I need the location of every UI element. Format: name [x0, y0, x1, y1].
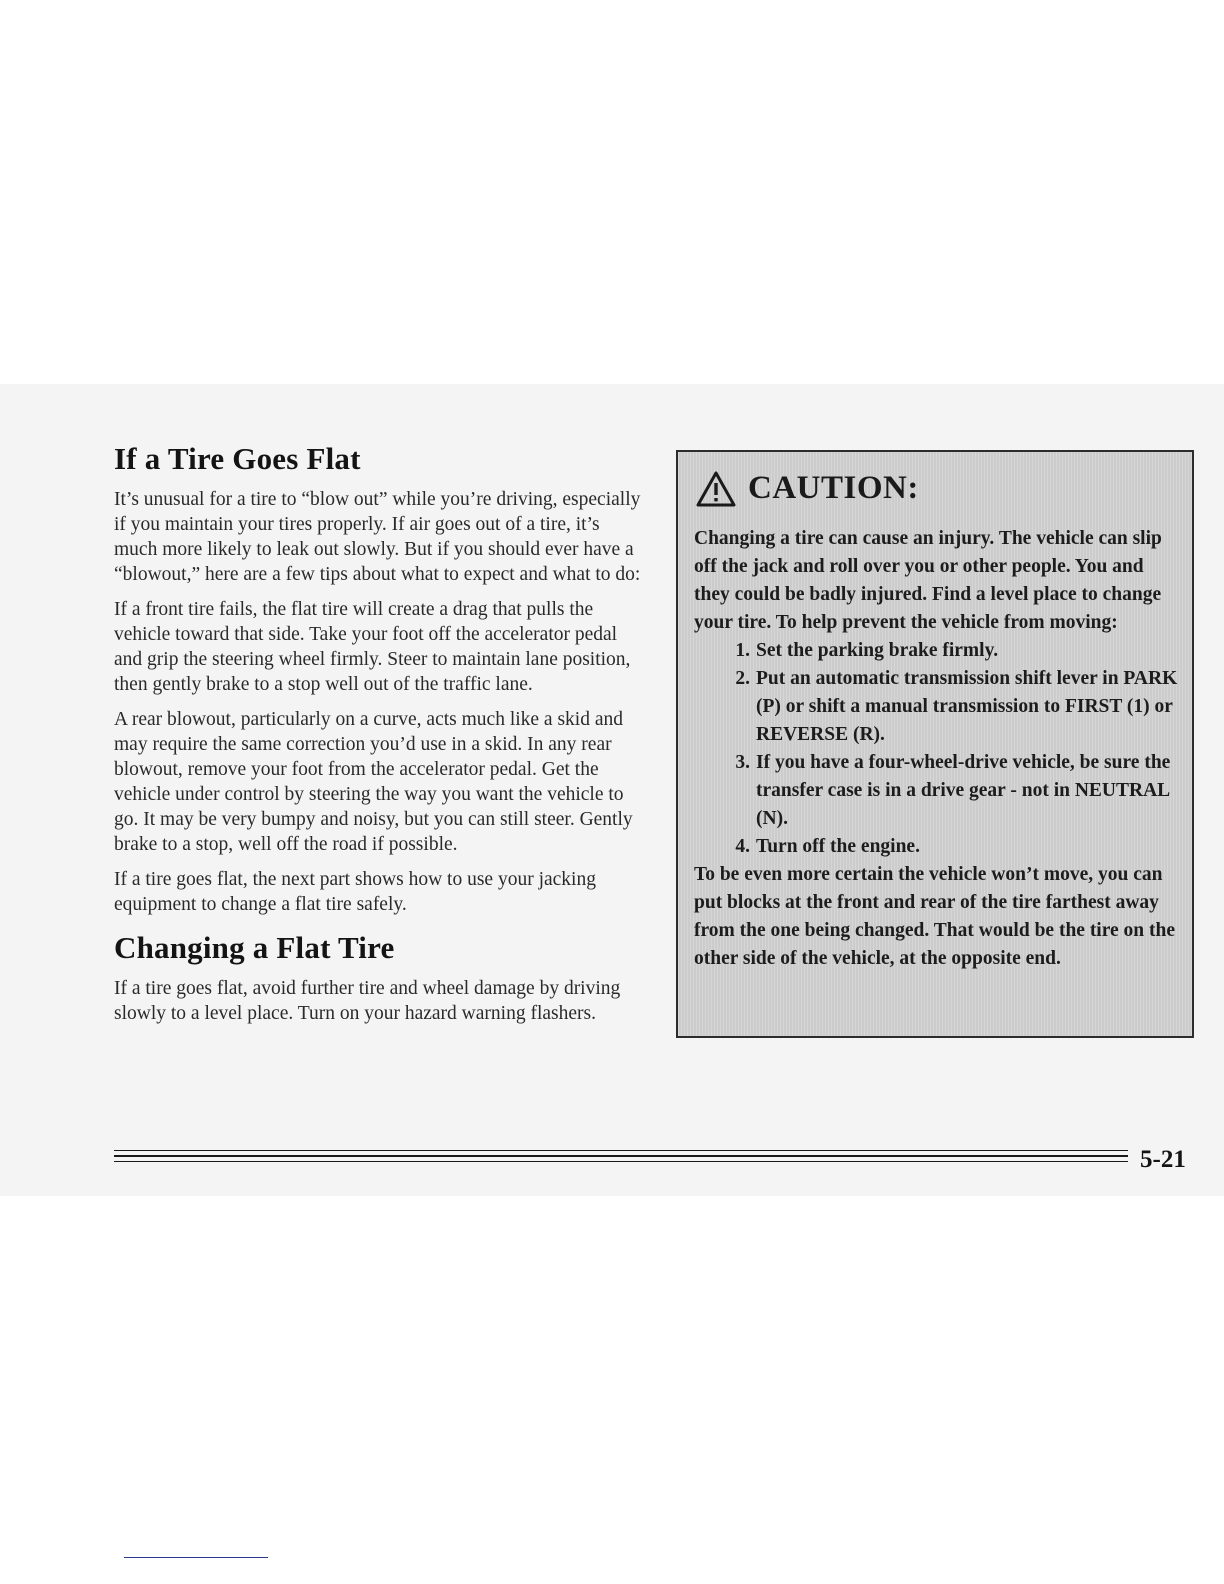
- footer-rule-line: [114, 1150, 1128, 1151]
- footer-rule-line: [114, 1161, 1128, 1162]
- caution-step: [694, 749, 1178, 833]
- bottom-link-line: [124, 1557, 268, 1558]
- step-number: 3.: [735, 752, 750, 773]
- caution-header: [696, 470, 1178, 507]
- caution-step: [694, 637, 1178, 665]
- caution-step: [694, 833, 1178, 861]
- caution-intro: Changing a tire can cause an injury. The vehicle can slip off the jack and roll over you or other people. You and they could be badly injured. Find a level place to change your tire. To help prevent the vehicle from moving:: [694, 528, 1162, 633]
- caution-step: [694, 665, 1178, 749]
- paragraph-rear-blowout: A rear blowout, particularly on a curve, acts much like a skid and may require the same correction you’d use in a skid. In any rear blowout, remove your foot from the accelerator pedal. Get the vehicle under control by steering the way you want the vehicle to go. It may be very bumpy and noisy, but you can still steer. Gently brake to a stop, well off the road if possible.: [114, 708, 633, 855]
- paragraph-next-part: If a tire goes flat, the next part shows how to use your jacking equipment to change a flat tire safely.: [114, 868, 596, 915]
- paragraph-front-tire: If a front tire fails, the flat tire will create a drag that pulls the vehicle toward that side. Take your foot off the accelerator pedal and grip the steering wheel firmly. Steer to maintain lane position, then gently brake to a stop well out of the traffic lane.: [114, 598, 631, 695]
- section-title-changing-tire: Changing a Flat Tire: [114, 929, 395, 965]
- caution-title: CAUTION:: [748, 470, 919, 506]
- footer-rule: [114, 1150, 1128, 1162]
- step-text: Set the parking brake firmly.: [756, 640, 999, 661]
- paragraph-blowout-intro: It’s unusual for a tire to “blow out” while you’re driving, especially if you maintain your tires properly. If air goes out of a tire, it’s much more likely to leak out slowly. But if you should ever have a “blowout,” here are a few tips about what to expect and what to do:: [114, 488, 641, 585]
- left-column: [114, 440, 644, 1036]
- step-number: 2.: [735, 668, 750, 689]
- step-text: Turn off the engine.: [756, 836, 920, 857]
- page-number: 5-21: [1140, 1146, 1186, 1173]
- step-text: If you have a four-wheel-drive vehicle, be sure the transfer case is in a drive gear - not in NEUTRAL (N).: [756, 752, 1171, 829]
- caution-box: [676, 450, 1194, 1038]
- footer-rule-line: [114, 1155, 1128, 1157]
- step-number: 1.: [735, 640, 750, 661]
- caution-steps: [694, 637, 1178, 861]
- section-title-flat-tire: If a Tire Goes Flat: [114, 441, 361, 476]
- step-number: 4.: [735, 836, 750, 857]
- caution-outro: To be even more certain the vehicle won’t move, you can put blocks at the front and rear of the tire farthest away from the one being changed. That would be the tire on the other side of the vehicle, at the opposite end.: [694, 864, 1176, 969]
- step-text: Put an automatic transmission shift lever in PARK (P) or shift a manual transmission to FIRST (1) or REVERSE (R).: [756, 668, 1178, 745]
- warning-triangle-icon: [696, 471, 736, 507]
- paragraph-changing-tire: If a tire goes flat, avoid further tire and wheel damage by driving slowly to a level place. Turn on your hazard warning flashers.: [114, 977, 621, 1024]
